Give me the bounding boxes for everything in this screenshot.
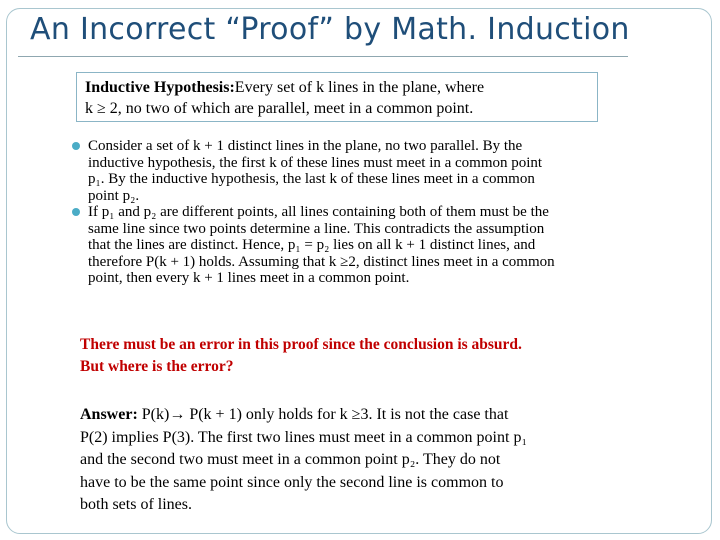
answer-line-4: have to be the same point since only the second line is common to <box>80 473 504 491</box>
proof-bullet-2 <box>62 204 672 287</box>
bullet-1-line-2: inductive hypothesis, the first k of these lines must meet in a common point <box>88 154 543 171</box>
answer-text-1: P(k)→ P(k + 1) only holds for k ≥3. It is not the case that <box>141 406 509 423</box>
answer-label: Answer: <box>80 406 138 423</box>
answer-line-2: P(2) implies P(3). The first two lines must meet in a common point p₁ <box>80 428 528 446</box>
answer-line-5: both sets of lines. <box>80 496 192 513</box>
proof-bullets <box>62 138 672 287</box>
bullet-2-line-4: therefore P(k + 1) holds. Assuming that k ≥2, distinct lines meet in a common <box>88 253 555 270</box>
error-question <box>80 334 640 378</box>
error-question-line-1: There must be an error in this proof since the conclusion is absurd. <box>80 336 522 353</box>
answer-line-3: and the second two must meet in a common point p₂. They do not <box>80 451 501 468</box>
bullet-1-line-3: p₁. By the inductive hypothesis, the last k of these lines meet in a common <box>88 171 535 187</box>
answer-line-1 <box>80 404 640 427</box>
error-question-line-2: But where is the error? <box>80 358 234 375</box>
bullet-2-line-2: same line since two points determine a line. This contradicts the assumption <box>88 220 545 237</box>
hypothesis-line-1 <box>85 77 589 98</box>
bullet-2-line-5: point, then every k + 1 lines meet in a common point. <box>88 270 410 286</box>
title-divider <box>18 56 628 57</box>
proof-bullet-1 <box>62 138 672 204</box>
bullet-1-line-1: Consider a set of k + 1 distinct lines in the plane, no two parallel. By the <box>88 138 523 154</box>
hypothesis-line-2: k ≥ 2, no two of which are parallel, meet in a common point. <box>85 100 474 117</box>
bullet-2-line-1: If p₁ and p₂ are different points, all lines containing both of them must be the <box>88 204 549 220</box>
inductive-hypothesis-box <box>76 72 598 122</box>
bullet-2-line-3: that the lines are distinct. Hence, p₁ = p₂ lies on all k + 1 distinct lines, and <box>88 237 536 253</box>
hypothesis-text-1: Every set of k lines in the plane, where <box>234 79 485 96</box>
bullet-1-line-4: point p₂. <box>88 187 140 204</box>
answer-block <box>80 404 640 517</box>
slide-title: An Incorrect “Proof” by Math. Induction <box>30 12 630 47</box>
hypothesis-label: Inductive Hypothesis: <box>85 79 235 96</box>
